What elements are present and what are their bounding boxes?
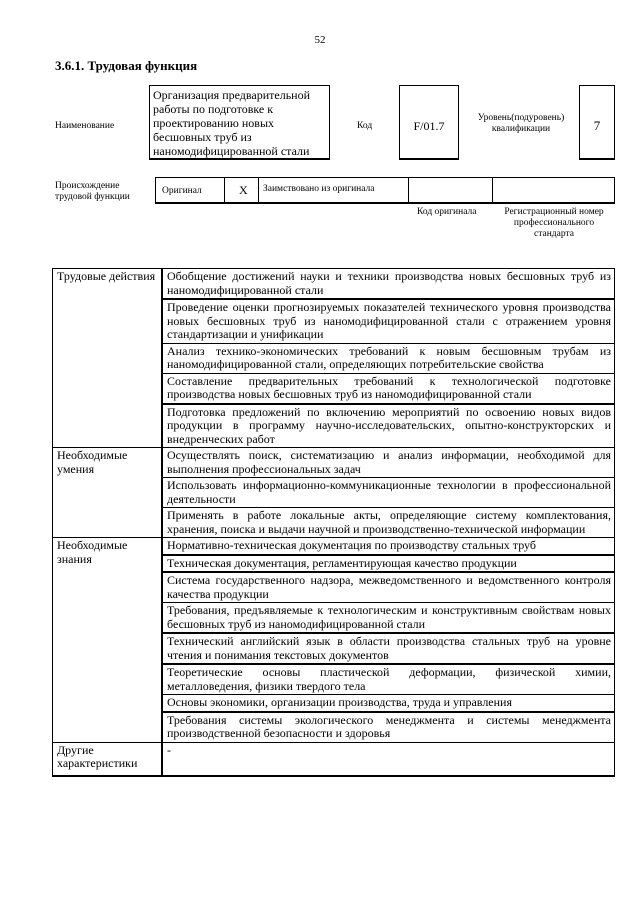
category-other-characteristics: Другие характеристики <box>53 742 163 776</box>
table-row <box>53 538 615 555</box>
table-cell: Требования, предъявляемые к технологическим и конструктивным свойствам новых бесшовных труб из наномодифицированной стали <box>162 603 615 634</box>
table-cell: Нормативно-техническая документация по производству стальных труб <box>162 538 615 555</box>
table-cell: Технический английский язык в области производства стальных труб на уровне чтения и понимания текстовых документов <box>162 633 615 664</box>
original-mark: X <box>239 183 248 197</box>
page-number: 52 <box>314 34 326 46</box>
table-cell: - <box>162 742 615 776</box>
original-code-caption: Код оригинала <box>417 207 477 217</box>
table-cell: Составление предварительных требований к технологической подготовке производства новых бесшовных труб из наномодифицированной стали <box>162 373 615 404</box>
table-cell: Осуществлять поиск, систематизацию и анализ информации, необходимой для выполнения профессиональных задач <box>162 448 615 478</box>
origin-label: Происхождение трудовой функции <box>55 181 130 202</box>
function-details-table <box>52 268 615 777</box>
origin-borrowed-cell <box>259 178 409 203</box>
origin-original-cell <box>156 178 225 203</box>
table-cell: Требования системы экологического менеджмента и системы менеджмента производственной безопасности и здоровья <box>162 712 615 743</box>
category-labor-actions: Трудовые действия <box>53 269 163 448</box>
level-label: Уровень(подуровень) квалификации <box>477 113 565 134</box>
table-cell: Проведение оценки прогнозируемых показателей технического уровня производства новых бесшовных труб из наномодифицированной стали с отражением уровня стандартизации и унификации <box>162 299 615 343</box>
table-cell: Основы экономики, организации производства, труда и управления <box>162 695 615 712</box>
table-cell: Система государственного надзора, межведомственного и ведомственного контроля качества продукции <box>162 572 615 603</box>
code-label: Код <box>357 121 373 131</box>
table-cell: Подготовка предложений по включению мероприятий по освоению новых видов продукции в программу научно-исследовательских, опытно-конструкторских и внедренческих работ <box>162 404 615 448</box>
origin-regnum-cell <box>493 178 614 203</box>
function-name-value: Организация предварительной работы по подготовке к проектированию новых бесшовных труб из наномодифицированной стали <box>153 88 311 158</box>
borrowed-label: Заимствовано из оригинала <box>263 184 375 194</box>
name-label: Наименование <box>55 121 115 131</box>
table-cell: Применять в работе локальные акты, определяющие систему комплектования, хранения, поиска и выдачи научной и производственно-технической информации <box>162 508 615 538</box>
table-row <box>53 448 615 478</box>
table-cell: Теоретические основы пластической деформации, физической химии, металловедения, физики твердого тела <box>162 664 615 695</box>
table-row <box>53 269 615 300</box>
level-value: 7 <box>593 118 601 133</box>
reg-number-caption: Регистрационный номер профессионального стандарта <box>504 207 604 239</box>
function-name-box <box>149 85 330 160</box>
category-required-knowledge: Необходимые знания <box>53 538 163 743</box>
origin-table <box>155 177 615 204</box>
table-cell: Использовать информационно-коммуникационные технологии в профессиональной деятельности <box>162 478 615 508</box>
table-cell: Анализ технико-экономических требований к новым бесшовным трубам из наномодифицированной стали, определяющих потребительские свойства <box>162 343 615 373</box>
table-cell: Обобщение достижений науки и техники производства новых бесшовных труб из наномодифицированной стали <box>162 269 615 300</box>
origin-code-cell <box>409 178 493 203</box>
level-box <box>579 85 615 160</box>
table-cell: Техническая документация, регламентирующая качество продукции <box>162 555 615 573</box>
category-required-skills: Необходимые умения <box>53 448 163 538</box>
table-row <box>53 742 615 776</box>
code-value: F/01.7 <box>413 119 445 133</box>
origin-mark-cell <box>225 178 259 203</box>
original-label: Оригинал <box>162 186 202 196</box>
code-box <box>399 85 459 160</box>
section-title: 3.6.1. Трудовая функция <box>55 58 198 73</box>
